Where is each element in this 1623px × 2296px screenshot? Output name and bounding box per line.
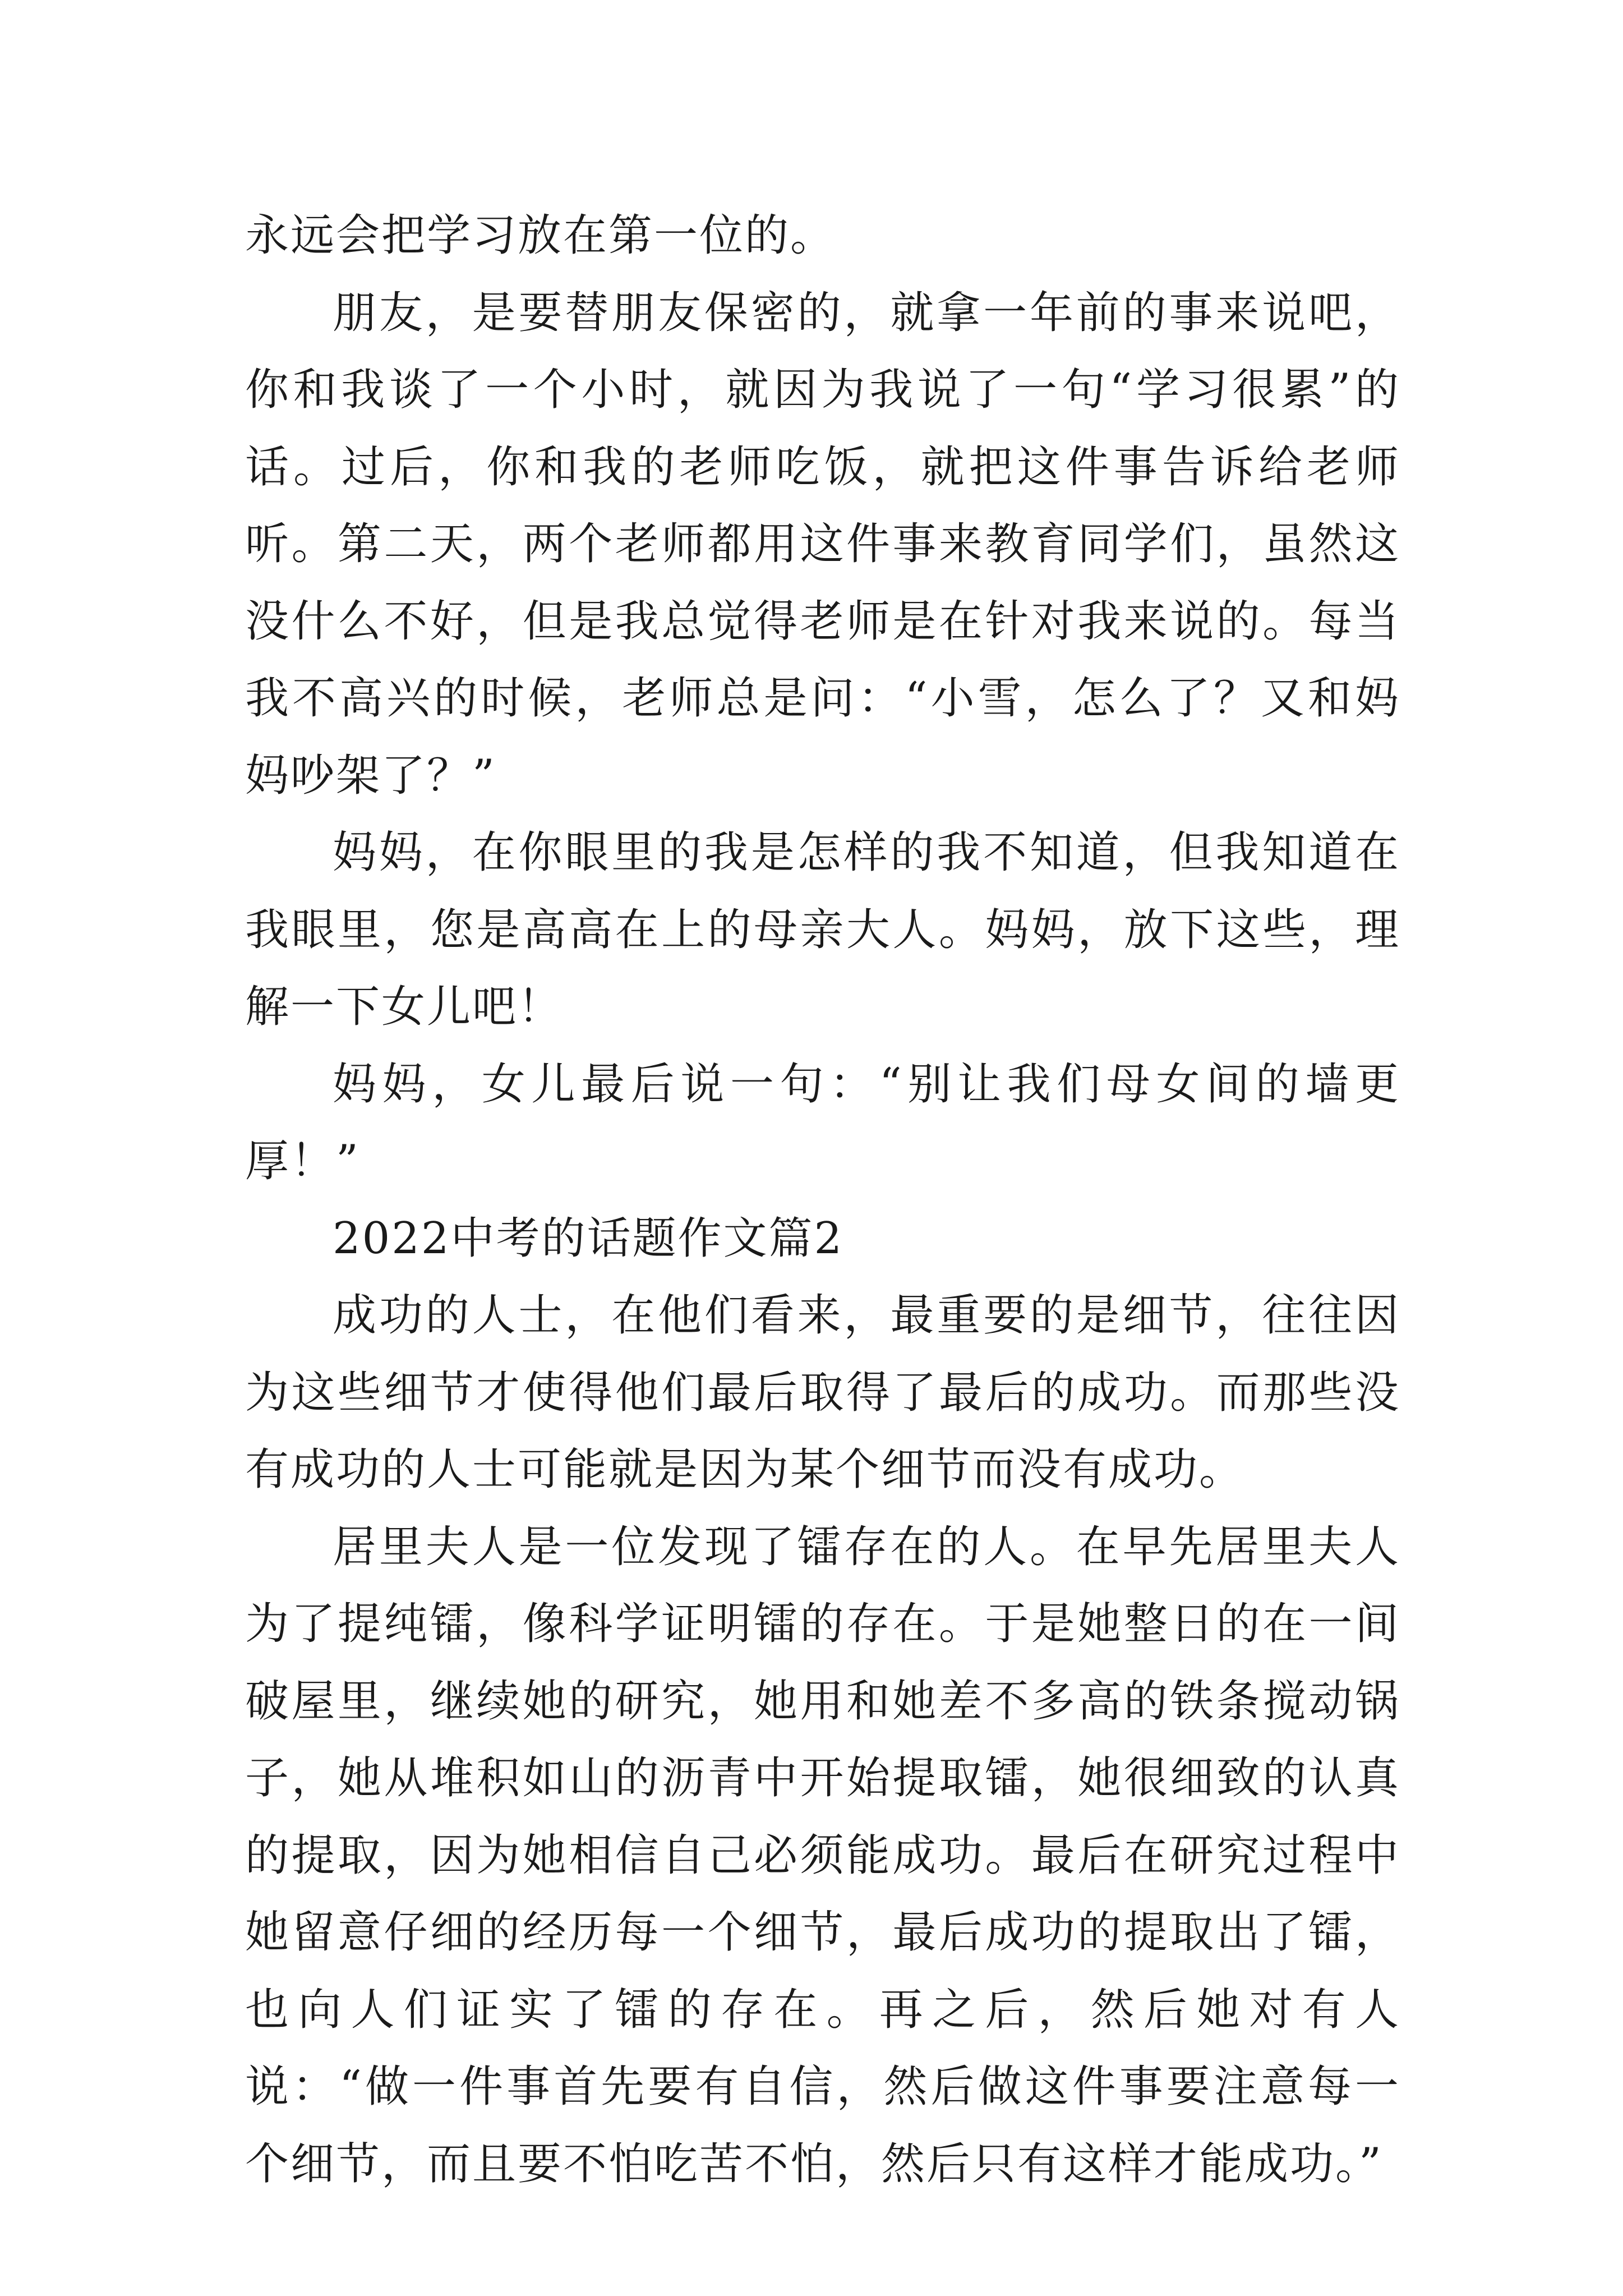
paragraph-success-details: 成功的人士，在他们看来，最重要的是细节，往往因为这些细节才使得他们最后取得了最后的成功。而那些没有成功的人士可能就是因为某个细节而没有成功。 xyxy=(245,1290,1400,1495)
paragraph-continuation: 永远会把学习放在第一位的。 xyxy=(245,210,836,261)
essay-title: 2022中考的话题作文篇2 xyxy=(333,1213,844,1264)
paragraph-curie: 居里夫人是一位发现了镭存在的人。在早先居里夫人为了提纯镭，像科学证明镭的存在。于是她整日的在一间破屋里，继续她的研究，她用和她差不多高的铁条搅动锅子，她从堆积如山的沥青中开始提取镭，她很细致的认真的提取，因为她相信自己必须能成功。最后在研究过程中她留意仔细的经历每一个细节，最后成功的提取出了镭，也向人们证实了镭的存在。再之后，然后她对有人说：“做一件事首先要有自信，然后做这件事要注意每一个细节，而且要不怕吃苦不怕，然后只有这样才能成功。” xyxy=(245,1521,1400,2189)
paragraph-mother-understand: 妈妈，在你眼里的我是怎样的我不知道，但我知道在我眼里，您是高高在上的母亲大人。妈妈，放下这些，理解一下女儿吧！ xyxy=(245,827,1400,1032)
paragraph-last-words: 妈妈，女儿最后说一句：“别让我们母女间的墙更厚！” xyxy=(245,1059,1400,1186)
document-body xyxy=(245,197,1400,2203)
paragraph-friend-secret: 朋友，是要替朋友保密的，就拿一年前的事来说吧，你和我谈了一个小时，就因为我说了一句“学习很累”的话。过后，你和我的老师吃饭，就把这件事告诉给老师听。第二天，两个老师都用这件事来教育同学们，虽然这没什么不好，但是我总觉得老师是在针对我来说的。每当我不高兴的时候，老师总是问：“小雪，怎么了？又和妈妈吵架了？” xyxy=(245,287,1400,801)
